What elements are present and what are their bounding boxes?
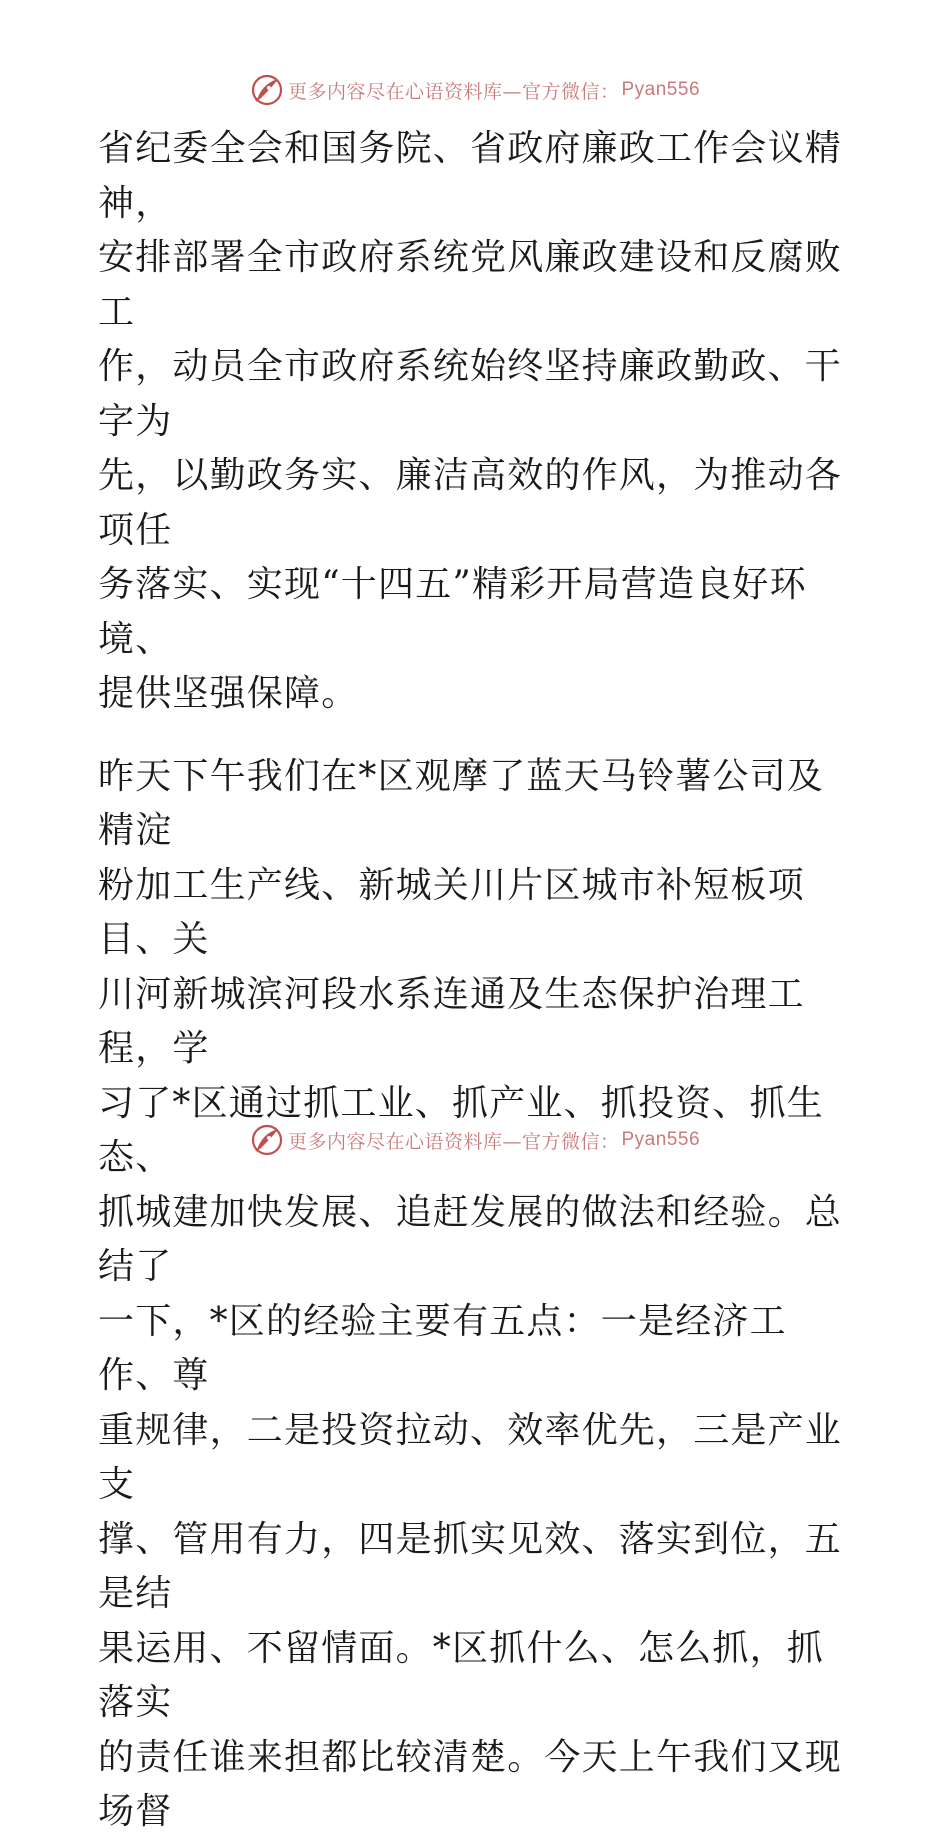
banner-text: 更多内容尽在心语资料库—官方微信： [287,80,620,103]
paragraph-2: 昨天下午我们在*区观摩了蓝天马铃薯公司及精淀 粉加工生产线、新城关川片区城市补短板项目、关 川河新城滨河段水系连通及生态保护治理工程，学 习了*区通过抓工业、抓产业、抓投资、抓生态、 抓城建加快发展、追赶发展的做法和经验。总结了 一下，*区的经验主要有五点：一是经济工作、尊 重规律，二是投资拉动、效率优先，三是产业支 撑、管用有力，四是抓实见效、落实到位，五是结 果运用、不留情面。*区抓什么、怎么抓，抓落实 的责任谁来担都比较清楚。今天上午我们又现场督 [98,755,843,1832]
banner-text: 更多内容尽在心语资料库—官方微信： [287,1130,620,1153]
footer-watermark-banner [0,1120,950,1160]
banner-account: Pyan556 [621,79,701,100]
paragraph-1: 省纪委全会和国务院、省政府廉政工作会议精神， 安排部署全市政府系统党风廉政建设和反腐败工 作，动员全市政府系统始终坚持廉政勤政、干字为 先，以勤政务实、廉洁高效的作风，为推动各项任 务落实、实现“十四五”精彩开局营造良好环境、 提供坚强保障。 [98,128,843,714]
header-watermark-banner [0,70,950,110]
pen-nib-logo-icon [250,73,284,107]
banner-account: Pyan556 [621,1129,701,1150]
document-body [98,122,858,1840]
pen-nib-logo-icon [250,1123,284,1157]
